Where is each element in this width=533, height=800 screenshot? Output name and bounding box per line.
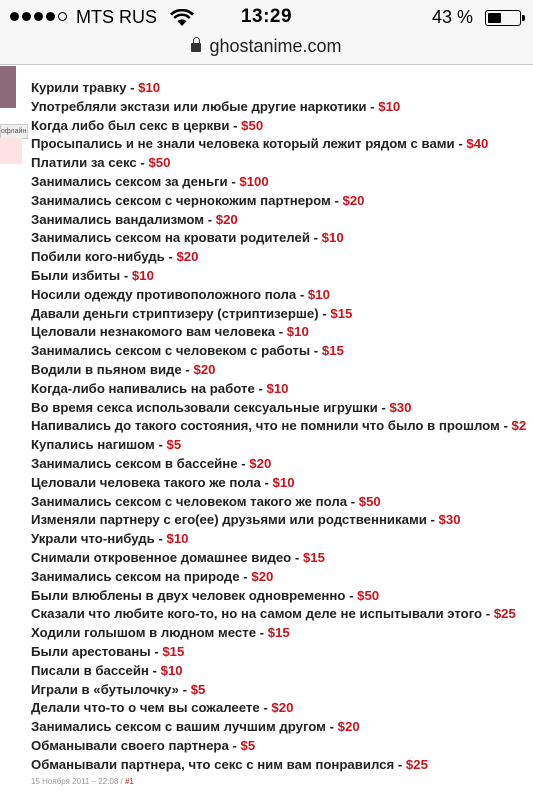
list-item: [31, 549, 533, 568]
item-text: Занимались сексом с вашим лучшим другом -: [31, 719, 338, 735]
list-item: [31, 756, 533, 775]
list-item: [31, 117, 533, 136]
item-text: Купались нагишом -: [31, 437, 167, 453]
clock: 13:29: [240, 6, 293, 27]
item-text: Напивались до такого состояния, что не помнили что было в прошлом -: [31, 418, 512, 434]
item-text: Употребляли экстази или любые другие наркотики -: [31, 98, 379, 114]
item-text: Занимались сексом с человеком с работы -: [31, 343, 322, 359]
list-item: [31, 455, 533, 474]
list-item: [31, 135, 533, 154]
list-item: [31, 436, 533, 455]
list-item: [31, 417, 533, 436]
item-text: Занимались сексом с человеком такого же пола -: [31, 493, 359, 509]
item-text: Были влюблены в двух человек одновременно -: [31, 587, 358, 603]
item-price: $20: [215, 211, 238, 227]
item-price: $5: [190, 681, 206, 697]
item-price: $20: [342, 192, 365, 208]
item-price: $10: [160, 662, 183, 678]
item-text: Обманывали своего партнера -: [31, 737, 241, 753]
item-text: Когда либо был секс в церкви -: [31, 117, 242, 133]
list-item: [31, 98, 533, 117]
item-price: $15: [330, 305, 353, 321]
item-text: Занимались сексом в бассейне -: [31, 455, 250, 471]
carrier-name: MTS RUS: [76, 7, 157, 27]
item-price: $25: [405, 756, 428, 772]
list-item: [31, 79, 533, 98]
list-item: [31, 192, 533, 211]
item-price: $50: [358, 493, 381, 509]
list-item: [31, 342, 533, 361]
item-price: $20: [176, 249, 199, 265]
item-price: $10: [138, 80, 161, 95]
item-text: Занимались сексом с чернокожим партнером -: [31, 192, 343, 208]
list-item: [31, 323, 533, 342]
item-price: $20: [271, 700, 294, 716]
item-price: $5: [240, 737, 256, 753]
side-decoration: [0, 138, 22, 164]
item-price: $20: [193, 361, 216, 377]
item-price: $20: [249, 455, 272, 471]
item-price: $50: [148, 155, 171, 171]
item-price: $25: [493, 606, 516, 622]
address-bar[interactable]: [0, 34, 533, 65]
item-price: $10: [286, 324, 309, 340]
item-price: $20: [251, 568, 274, 584]
post-date: 15 Ноября 2011 – 22:08 /: [31, 777, 125, 786]
item-price: $50: [241, 117, 264, 133]
lock-icon: [191, 43, 201, 52]
item-text: Просыпались и не знали человека который лежит рядом с вами -: [31, 136, 467, 152]
post-permalink[interactable]: #1: [124, 777, 134, 786]
item-price: $15: [162, 643, 185, 659]
list-item: [31, 511, 533, 530]
list-item: [31, 248, 533, 267]
item-text: Когда-либо напивались на работе -: [31, 380, 267, 396]
list-item: [31, 154, 533, 173]
item-text: Занимались сексом на природе -: [31, 568, 252, 584]
item-price: $40: [466, 136, 489, 152]
item-price: $10: [266, 380, 289, 396]
item-price: $15: [302, 549, 325, 565]
list-item: [31, 286, 533, 305]
item-text: Целовали человека такого же пола -: [31, 474, 273, 490]
item-text: Курили травку -: [31, 80, 139, 95]
item-text: Снимали откровенное домашнее видео -: [31, 549, 303, 565]
item-text: Носили одежду противоположного пола -: [31, 286, 308, 302]
list-item: [31, 681, 533, 700]
item-price: $20: [337, 719, 360, 735]
list-item: [31, 173, 533, 192]
item-text: Целовали незнакомого вам человека -: [31, 324, 287, 340]
list-item: [31, 605, 533, 624]
item-price: $10: [307, 286, 330, 302]
item-price: $15: [321, 343, 344, 359]
item-price: $30: [389, 399, 412, 415]
item-price: $5: [166, 437, 182, 453]
item-text: Изменяли партнеру с его(ее) друзьями или родственниками -: [31, 512, 439, 528]
item-text: Занимались сексом за деньги -: [31, 173, 240, 189]
item-text: Ходили голышом в людном месте -: [31, 625, 268, 641]
url-text: ghostanime.com: [209, 36, 342, 56]
item-text: Во время секса использовали сексуальные игрушки -: [31, 399, 390, 415]
price-list: [31, 79, 533, 774]
list-item: [31, 699, 533, 718]
list-item: [31, 399, 533, 418]
item-text: Занимались вандализмом -: [31, 211, 216, 227]
item-price: $10: [378, 98, 401, 114]
item-price: $15: [267, 625, 290, 641]
item-price: $2: [511, 418, 527, 434]
list-item: [31, 493, 533, 512]
item-price: $10: [166, 531, 189, 547]
list-item: [31, 211, 533, 230]
list-item: [31, 305, 533, 324]
item-price: $50: [357, 587, 380, 603]
item-text: Играли в «бутылочку» -: [31, 681, 191, 697]
item-text: Делали что-то о чем вы сожалеете -: [31, 700, 272, 716]
list-item: [31, 474, 533, 493]
item-text: Обманывали партнера, что секс с ним вам понравился -: [31, 756, 406, 772]
list-item: [31, 267, 533, 286]
item-text: Были арестованы -: [31, 643, 163, 659]
list-item: [31, 380, 533, 399]
item-price: $10: [131, 267, 154, 283]
item-price: $10: [321, 230, 344, 246]
item-text: Писали в бассейн -: [31, 662, 161, 678]
offline-badge: офлайн: [0, 124, 28, 139]
item-text: Сказали что любите кого-то, но на самом деле не испытывали этого -: [31, 606, 494, 622]
item-text: Платили за секс -: [31, 155, 149, 171]
item-text: Занимались сексом на кровати родителей -: [31, 230, 322, 246]
item-text: Побили кого-нибудь -: [31, 249, 177, 265]
list-item: [31, 718, 533, 737]
list-item: [31, 662, 533, 681]
item-price: $30: [438, 512, 461, 528]
list-item: [31, 530, 533, 549]
list-item: [31, 624, 533, 643]
battery-percentage: 43 %: [431, 7, 473, 27]
battery-icon: [485, 10, 521, 26]
item-text: Украли что-нибудь -: [31, 531, 167, 547]
post-footer: [31, 777, 134, 786]
item-price: $10: [272, 474, 295, 490]
status-bar: [0, 0, 533, 34]
item-price: $100: [239, 173, 269, 189]
list-item: [31, 568, 533, 587]
list-item: [31, 361, 533, 380]
item-text: Давали деньги стриптизеру (стриптизерше) -: [31, 305, 331, 321]
list-item: [31, 737, 533, 756]
item-text: Были избиты -: [31, 267, 132, 283]
list-item: [31, 229, 533, 248]
list-item: [31, 587, 533, 606]
avatar[interactable]: [0, 66, 16, 108]
list-item: [31, 643, 533, 662]
item-text: Водили в пьяном виде -: [31, 361, 194, 377]
